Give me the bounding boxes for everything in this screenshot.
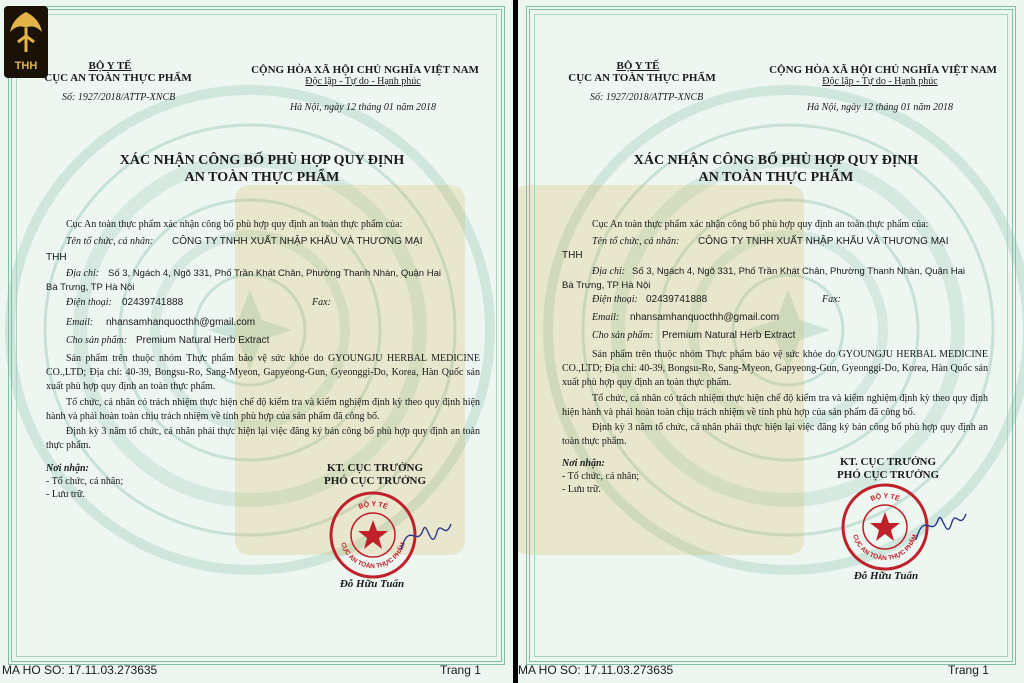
national-motto: Độc lập - Tự do - Hạnh phúc: [822, 76, 938, 87]
email-value: nhansamhanquocthh@gmail.com: [106, 317, 256, 328]
signer-name: Đỗ Hữu Tuấn: [339, 578, 405, 590]
stamp-top-text: BỘ Y TẾ: [357, 500, 389, 512]
product-label: Cho sản phẩm:: [66, 335, 128, 346]
address-value-cont: Bà Trưng, TP Hà Nội: [562, 280, 651, 291]
recipient-item-2: - Lưu trữ.: [46, 489, 85, 500]
document-title-line1: XÁC NHẬN CÔNG BỐ PHÙ HỢP QUY ĐỊNH: [633, 153, 919, 168]
recipient-item-2: - Lưu trữ.: [562, 484, 601, 495]
dossier-code: MA HO SO: 17.11.03.273635: [2, 663, 158, 677]
org-value: CÔNG TY TNHH XUẤT NHẬP KHẨU VÀ THƯƠNG MẠI: [698, 236, 949, 247]
stamp-top-text: BỘ Y TẾ: [869, 492, 901, 504]
country-name: CỘNG HÒA XÃ HỘI CHỦ NGHĨA VIỆT NAM: [769, 64, 997, 76]
org-label: Tên tổ chức, cá nhân:: [66, 236, 154, 247]
signer-position: PHÓ CỤC TRƯỞNG: [323, 475, 427, 487]
address-label: Địa chỉ:: [66, 268, 100, 279]
email-label: Email:: [66, 317, 94, 328]
document-number: Số: 1927/2018/ATTP-XNCB: [62, 92, 176, 103]
handwritten-signature: [910, 500, 970, 550]
recipients-title: Nơi nhận:: [46, 463, 89, 474]
paragraph-responsibility: Tổ chức, cá nhân có trách nhiệm thực hiện chế độ kiểm tra và kiểm nghiệm định kỳ theo quy định hiện hành và phải hoàn toàn chịu trách nhiệm về tính phù hợp của sản phẩm đã công bố.: [46, 397, 480, 422]
document-title-line2: AN TOÀN THỰC PHẨM: [184, 170, 340, 185]
signer-name: Đỗ Hữu Tuấn: [853, 570, 919, 582]
phone-label: Điện thoại:: [592, 294, 638, 305]
address-label: Địa chỉ:: [592, 266, 626, 277]
recipient-item-1: - Tổ chức, cá nhân;: [562, 471, 640, 482]
paragraph-product-group: Sản phẩm trên thuộc nhóm Thực phẩm bảo vệ sức khỏe do GYOUNGJU HERBAL MEDICINE CO.,LTD; Địa chỉ: 40-39, Bongsu-Ro, Sang-Myeon, Gapyeong-Gun, Gyeonggi-Do, Korea, Hàn Quốc sản xuất phù hợp quy định an toàn thực phẩm.: [46, 353, 480, 392]
paragraph-product-group: Sản phẩm trên thuộc nhóm Thực phẩm bảo vệ sức khỏe do GYOUNGJU HERBAL MEDICINE CO.,LTD; Địa chỉ: 40-39, Bongsu-Ro, Sang-Myeon, Gapyeong-Gun, Gyeonggi-Do, Korea, Hàn Quốc sản xuất phù hợp quy định an toàn thực phẩm.: [562, 349, 988, 388]
org-value: CÔNG TY TNHH XUẤT NHẬP KHẨU VÀ THƯƠNG MẠI: [172, 236, 423, 247]
ministry-name: BỘ Y TẾ: [88, 60, 132, 72]
address-value-cont: Bà Trưng, TP Hà Nội: [46, 282, 135, 293]
recipients-title: Nơi nhận:: [562, 458, 605, 469]
paragraph-responsibility: Tổ chức, cá nhân có trách nhiệm thực hiện chế độ kiểm tra và kiểm nghiệm định kỳ theo quy định hiện hành và phải hoàn toàn chịu trách nhiệm về tính phù hợp của sản phẩm đã công bố.: [562, 393, 988, 418]
paragraph-renewal: Định kỳ 3 năm tổ chức, cá nhân phải thực hiện lại việc đăng ký bản công bố phù hợp quy định an toàn thực phẩm.: [562, 422, 988, 447]
logo-text: THH: [14, 60, 38, 72]
certificate-page-right: [518, 0, 1024, 683]
address-value: Số 3, Ngách 4, Ngõ 331, Phố Trần Khát Chân, Phường Thanh Nhàn, Quận Hai: [108, 268, 441, 279]
signer-title: KT. CỤC TRƯỞNG: [839, 456, 937, 468]
document-number: Số: 1927/2018/ATTP-XNCB: [590, 92, 704, 103]
document-title-line2: AN TOÀN THỰC PHẨM: [698, 170, 854, 185]
address-value: Số 3, Ngách 4, Ngõ 331, Phố Trần Khát Chân, Phường Thanh Nhàn, Quận Hai: [632, 266, 965, 277]
issue-date: Hà Nội, ngày 12 tháng 01 năm 2018: [289, 102, 437, 113]
national-motto: Độc lập - Tự do - Hạnh phúc: [305, 76, 421, 87]
signer-title: KT. CỤC TRƯỞNG: [326, 462, 424, 474]
fax-label: Fax:: [822, 294, 841, 305]
ministry-name: BỘ Y TẾ: [616, 60, 660, 72]
intro-text: Cục An toàn thực phẩm xác nhận công bố phù hợp quy định an toàn thực phẩm của:: [66, 219, 403, 230]
signer-position: PHÓ CỤC TRƯỞNG: [836, 469, 940, 481]
page-number: Trang 1: [440, 663, 481, 677]
intro-text: Cục An toàn thực phẩm xác nhận công bố phù hợp quy định an toàn thực phẩm của:: [592, 219, 929, 230]
paragraph-renewal: Định kỳ 3 năm tổ chức, cá nhân phải thực hiện lại việc đăng ký bản công bố phù hợp quy định an toàn thực phẩm.: [46, 426, 480, 451]
agency-name: CỤC AN TOÀN THỰC PHẨM: [44, 72, 192, 84]
stamp-bottom-text: CỤC AN TOÀN THỰC PHẨM: [339, 541, 407, 571]
issue-date: Hà Nội, ngày 12 tháng 01 năm 2018: [806, 102, 954, 113]
org-value-cont: THH: [46, 252, 67, 263]
handwritten-signature: [395, 510, 455, 560]
product-label: Cho sản phẩm:: [592, 330, 654, 341]
org-label: Tên tổ chức, cá nhân:: [592, 236, 680, 247]
document-title-line1: XÁC NHẬN CÔNG BỐ PHÙ HỢP QUY ĐỊNH: [119, 153, 405, 168]
stamp-bottom-text: CỤC AN TOÀN THỰC PHẨM: [851, 533, 919, 563]
phone-label: Điện thoại:: [66, 297, 112, 308]
email-value: nhansamhanquocthh@gmail.com: [630, 312, 780, 323]
fax-label: Fax:: [312, 297, 331, 308]
product-value: Premium Natural Herb Extract: [136, 335, 270, 346]
org-value-cont: THH: [562, 250, 583, 261]
email-label: Email:: [592, 312, 620, 323]
phone-value: 02439741888: [646, 294, 708, 305]
dossier-code: MA HO SO: 17.11.03.273635: [518, 663, 674, 677]
country-name: CỘNG HÒA XÃ HỘI CHỦ NGHĨA VIỆT NAM: [251, 64, 479, 76]
agency-name: CỤC AN TOÀN THỰC PHẨM: [568, 72, 716, 84]
product-value: Premium Natural Herb Extract: [662, 330, 796, 341]
recipient-item-1: - Tổ chức, cá nhân;: [46, 476, 124, 487]
page-number: Trang 1: [948, 663, 989, 677]
phone-value: 02439741888: [122, 297, 184, 308]
